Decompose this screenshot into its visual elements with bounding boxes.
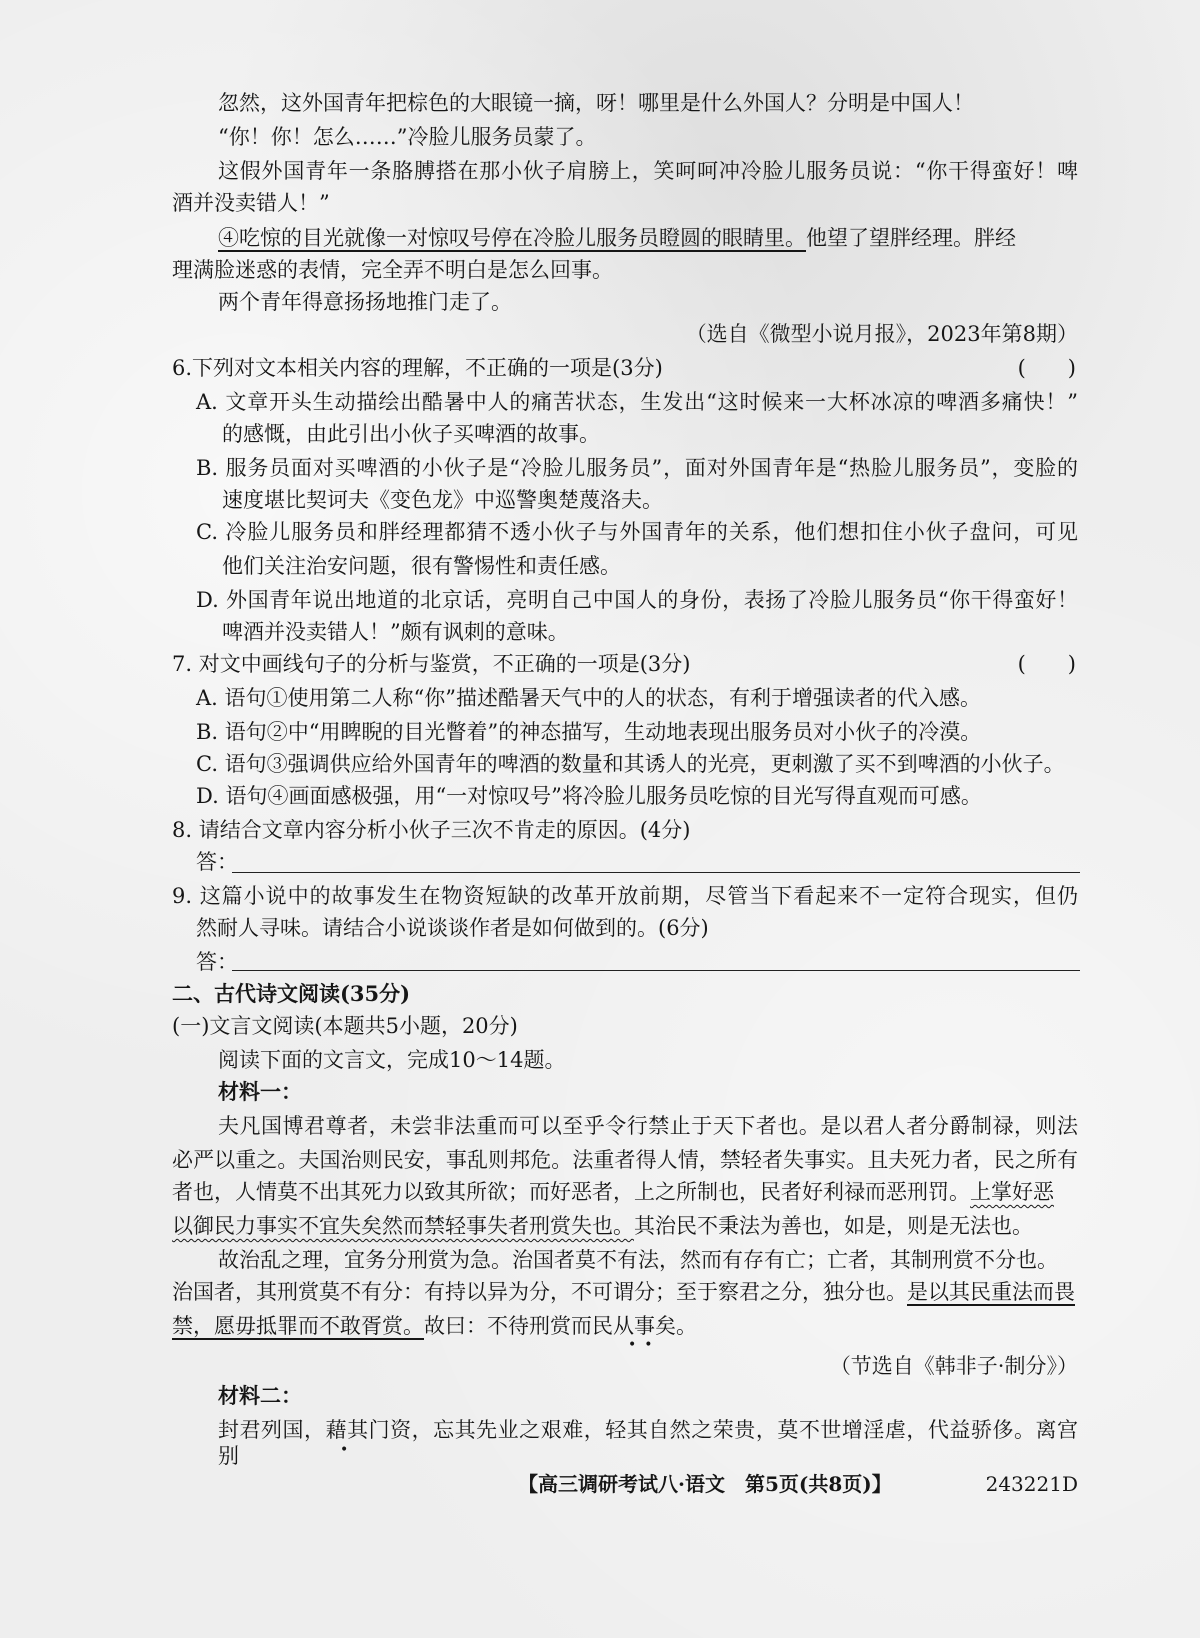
option-b-cont: 速度堪比契诃夫《变色龙》中巡警奥楚蔑洛夫。 <box>222 488 663 512</box>
option-a-cont: 的感慨，由此引出小伙子买啤酒的故事。 <box>222 422 600 446</box>
classical-text: 封君列国，藉其门资，忘其先业之艰难，轻其自然之荣贵，莫不世增淫虐，代益骄侈。离宫别 <box>218 1418 1078 1468</box>
option-b: B. 服务员面对买啤酒的小伙子是“冷脸儿服务员”，面对外国青年是“热脸儿服务员”，变脸的 <box>196 456 1078 480</box>
option-c-cont: 他们关注治安问题，很有警惕性和责任感。 <box>222 554 621 578</box>
story-paragraph: “你！你！怎么……”冷脸儿服务员蒙了。 <box>218 125 597 149</box>
subsection-title: (一)文言文阅读(本题共5小题，20分) <box>172 1014 518 1038</box>
option-c: C. 语句③强调供应给外国青年的啤酒的数量和其诱人的光亮，更刺激了买不到啤酒的小伙子。 <box>196 752 1065 776</box>
answer-line[interactable] <box>232 970 1080 971</box>
classical-text <box>172 1313 697 1339</box>
story-paragraph: 两个青年得意扬扬地推门走了。 <box>218 290 512 314</box>
story-paragraph: 忽然，这外国青年把棕色的大眼镜一摘，呀！哪里是什么外国人？分明是中国人！ <box>218 91 974 115</box>
underlined-sentence-4: ④吃惊的目光就像一对惊叹号停在冷脸儿服务员瞪圆的眼睛里。 <box>218 226 806 250</box>
source-citation: （选自《微型小说月报》，2023年第8期） <box>685 322 1078 346</box>
question-9-cont: 然耐人寻味。请结合小说谈谈作者是如何做到的。(6分) <box>196 916 709 940</box>
option-d: D. 语句④画面感极强，用“一对惊叹号”将冷脸儿服务员吃惊的目光写得直观而可感。 <box>196 784 982 808</box>
option-a: A. 语句①使用第二人称“你”描述酷暑天气中的人的状态，有利于增强读者的代入感。 <box>196 686 981 710</box>
answer-bracket: ( ) <box>1017 356 1076 380</box>
source-citation: （节选自《韩非子·制分》） <box>829 1354 1078 1378</box>
footer-title: 【高三调研考试八·语文 第5页(共8页)】 <box>518 1472 892 1496</box>
text: 者也，人情莫不出其死力以致其所欲；而好恶者，上之所制也，民者好利禄而恶刑罚。 <box>172 1180 970 1204</box>
answer-line[interactable] <box>232 872 1080 873</box>
classical-text: 必严以重之。夫国治则民安，事乱则邦危。法重者得人情，禁轻者失事实。且夫死力者，民之所有 <box>172 1148 1078 1172</box>
question-7: 7. 对文中画线句子的分析与鉴赏，不正确的一项是(3分) <box>172 652 691 676</box>
text: 治国者，其刑赏莫不有分：有持以异为分，不可谓分；至于察君之分，独分也。 <box>172 1280 907 1304</box>
classical-text <box>172 1279 1075 1305</box>
option-b: B. 语句②中“用睥睨的目光瞥着”的神态描写，生动地表现出服务员对小伙子的冷漠。 <box>196 720 982 744</box>
emphasis-dots: •• <box>628 1337 661 1353</box>
option-c: C. 冷脸儿服务员和胖经理都猜不透小伙子与外国青年的关系，他们想扣住小伙子盘问，可见 <box>196 520 1078 544</box>
instructions: 阅读下面的文言文，完成10～14题。 <box>218 1048 566 1072</box>
underlined-text: 是以其民重法而畏 <box>907 1280 1075 1304</box>
story-paragraph: 理满脸迷惑的表情，完全弄不明白是怎么回事。 <box>172 258 613 282</box>
question-8: 8. 请结合文章内容分析小伙子三次不肯走的原因。(4分) <box>172 818 691 842</box>
question-9: 9. 这篇小说中的故事发生在物资短缺的改革开放前期，尽管当下看起来不一定符合现实，但仍 <box>172 884 1078 908</box>
footer-code: 243221D <box>985 1472 1078 1496</box>
material-1-label: 材料一： <box>218 1079 302 1104</box>
answer-label: 答： <box>196 950 238 974</box>
answer-bracket: ( ) <box>1017 652 1076 676</box>
story-paragraph <box>218 225 1016 251</box>
story-paragraph: 这假外国青年一条胳膊搭在那小伙子肩膀上，笑呵呵冲冷脸儿服务员说：“你干得蛮好！啤 <box>218 159 1078 183</box>
option-d-cont: 啤酒并没卖错人！”颇有讽刺的意味。 <box>222 620 569 644</box>
story-paragraph: 酒并没卖错人！” <box>172 191 330 215</box>
classical-text <box>172 1213 1033 1239</box>
section-title: 二、古代诗文阅读(35分) <box>172 981 411 1006</box>
option-d: D. 外国青年说出地道的北京话，亮明自己中国人的身份，表扬了冷脸儿服务员“你干得蛮好！ <box>196 588 1078 612</box>
text: 其治民不秉法为善也，如是，则是无法也。 <box>634 1214 1033 1238</box>
underlined-text: 禁，愿毋抵罪而不敢胥赏。 <box>172 1314 424 1338</box>
wavy-underlined-text: 上掌好恶 <box>970 1180 1054 1204</box>
material-2-label: 材料二： <box>218 1383 302 1408</box>
classical-text <box>172 1179 1054 1205</box>
text: 故曰：不待刑赏而民从事矣。 <box>424 1314 697 1338</box>
option-a: A. 文章开头生动描绘出酷暑中人的痛苦状态，生发出“这时候来一大杯冰凉的啤酒多痛快！” <box>196 390 1078 414</box>
question-6: 6.下列对文本相关内容的理解，不正确的一项是(3分) <box>172 356 663 380</box>
text: 他望了望胖经理。胖经 <box>806 226 1016 250</box>
wavy-underlined-text: 以御民力事实不宜失矣然而禁轻事失者刑赏失也。 <box>172 1214 634 1238</box>
answer-label: 答： <box>196 850 238 874</box>
classical-text: 夫凡国博君尊者，未尝非法重而可以至乎令行禁止于天下者也。是以君人者分爵制禄，则法 <box>218 1114 1078 1138</box>
classical-text: 故治乱之理，宜务分刑赏为急。治国者莫不有法，然而有存有亡；亡者，其制刑赏不分也。 <box>218 1248 1058 1272</box>
emphasis-dot: • <box>340 1442 357 1458</box>
